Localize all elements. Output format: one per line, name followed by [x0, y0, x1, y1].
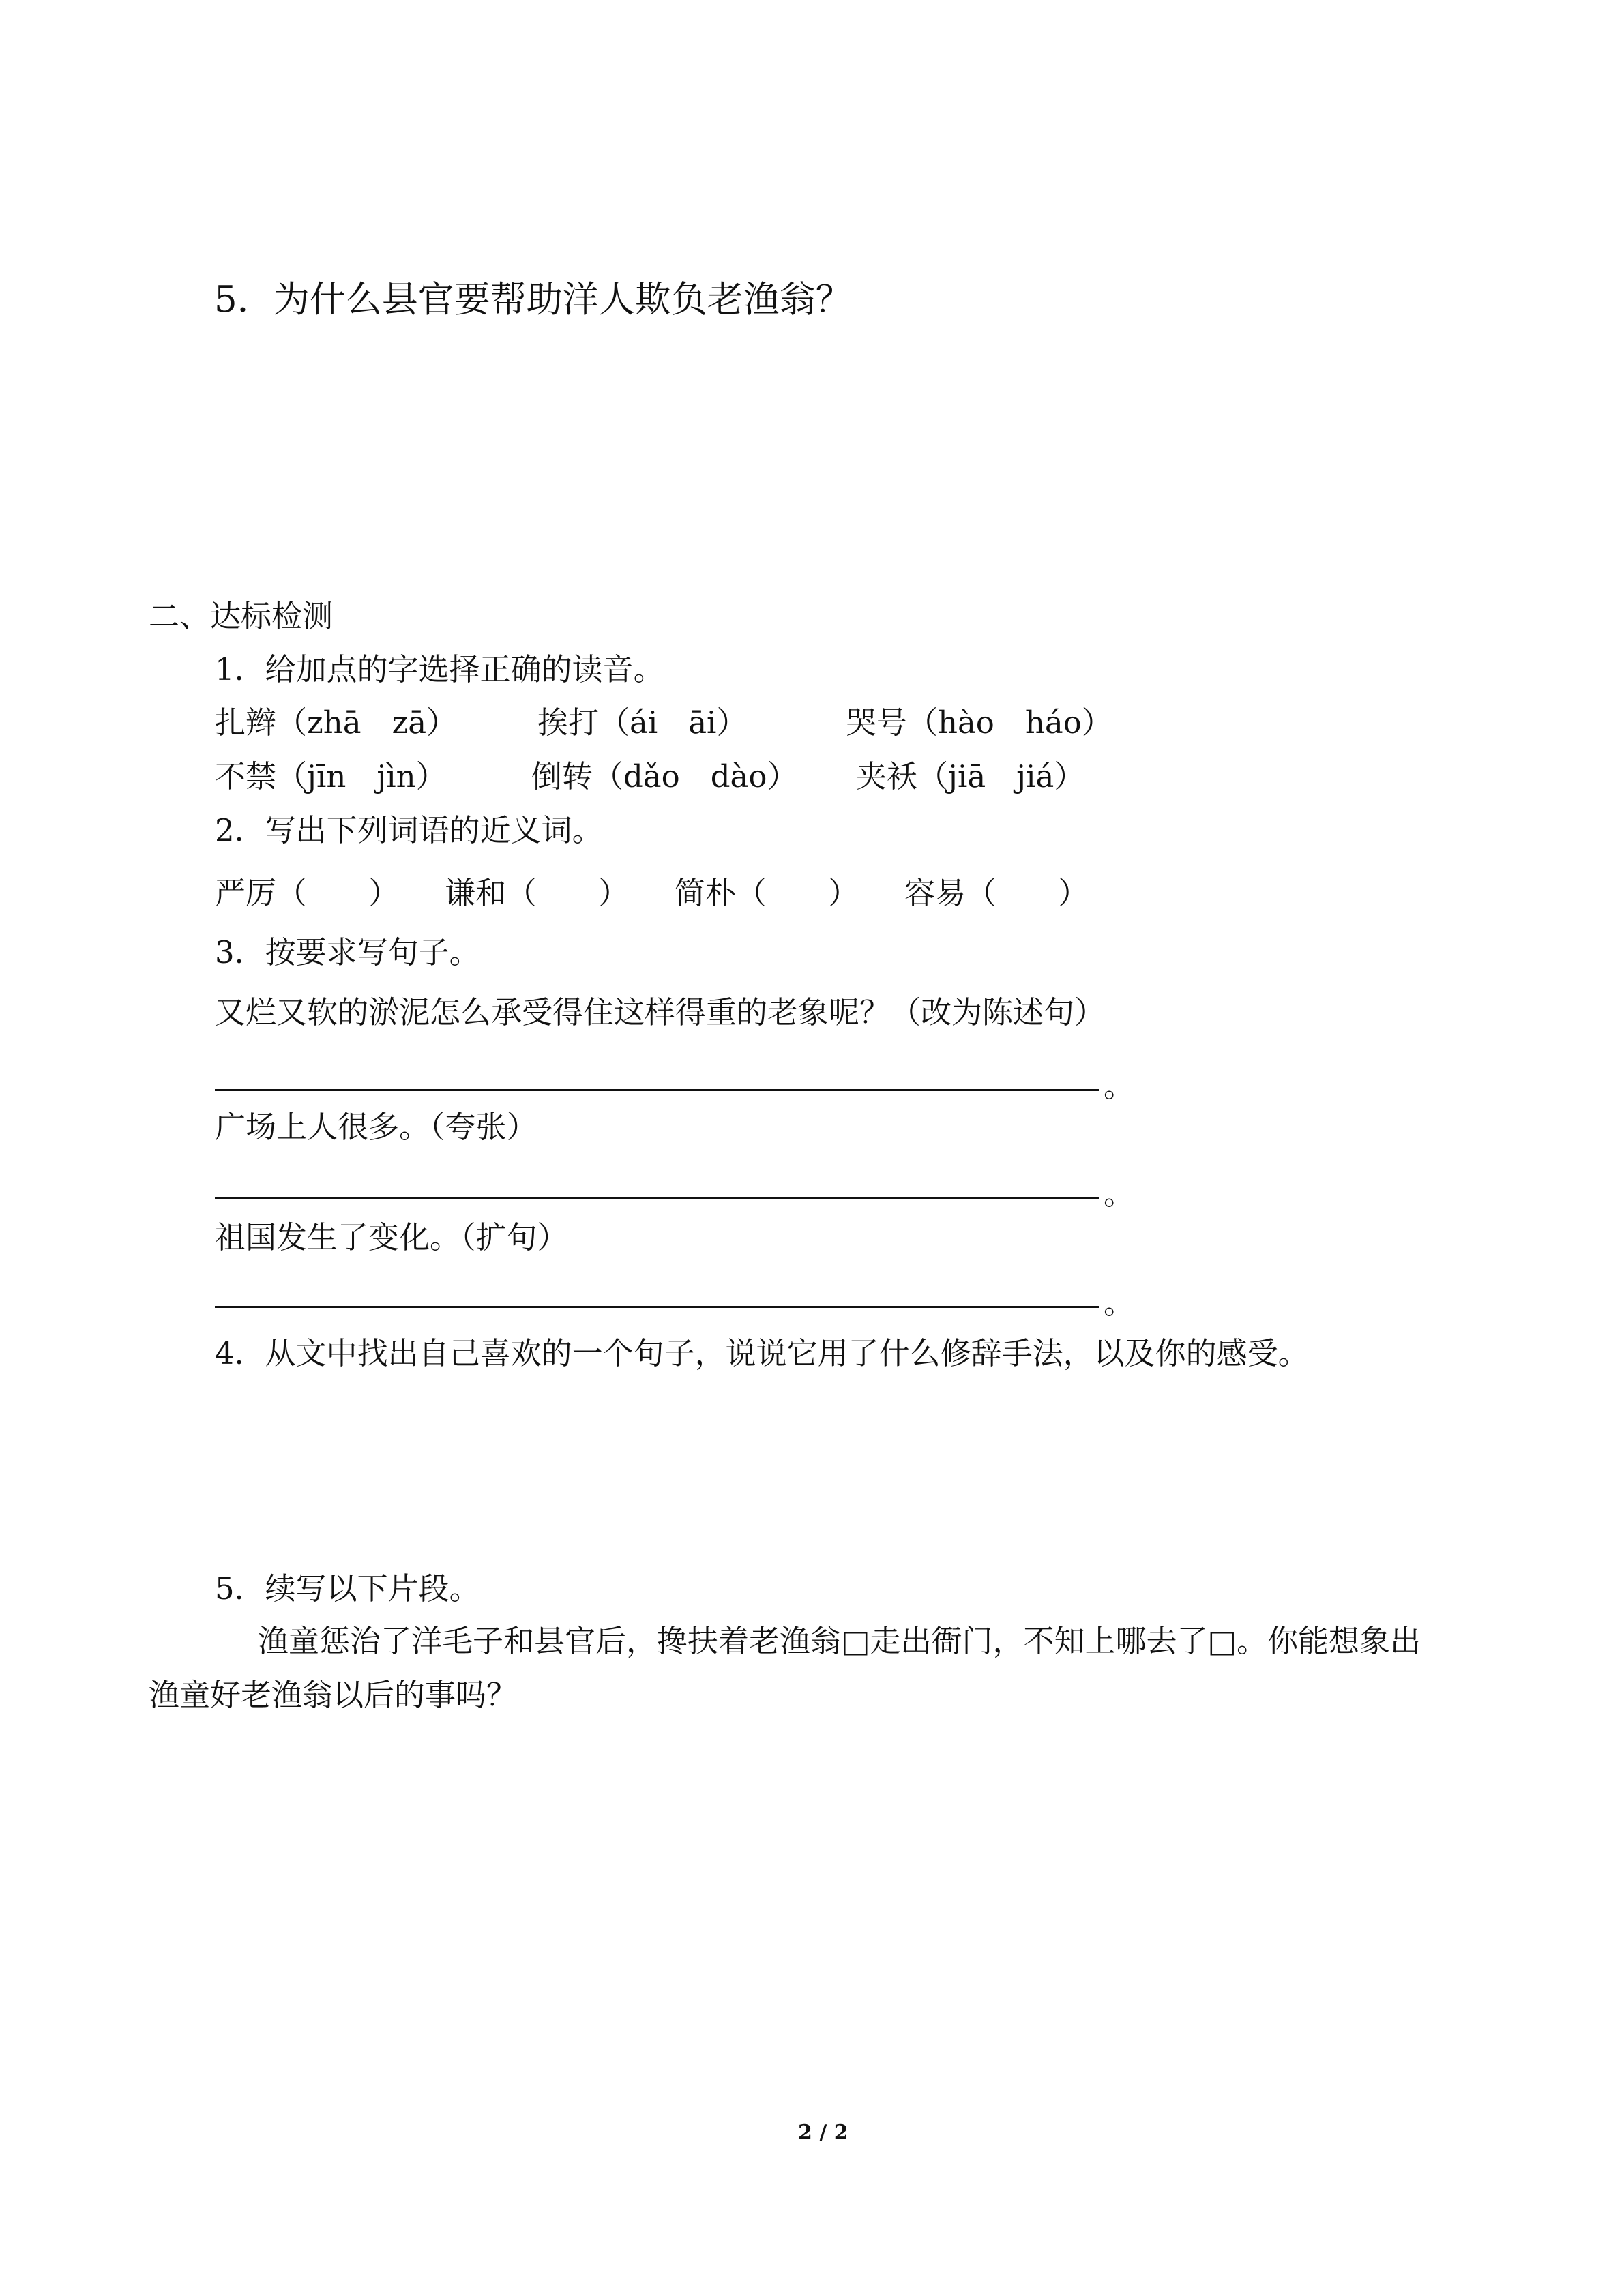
question-5-prompt: 5．续写以下片段。	[215, 1570, 480, 1607]
period: 。	[1104, 1285, 1135, 1321]
period: 。	[1104, 1068, 1135, 1104]
synonym-item: 容易（ ）	[904, 875, 1089, 911]
answer-line[interactable]	[215, 1089, 1099, 1091]
section-heading: 二、达标检测	[149, 598, 334, 634]
question-1-prompt: 1．给加点的字选择正确的读音。	[215, 651, 664, 687]
sentence-2: 广场上人很多。（夸张）	[215, 1109, 537, 1145]
synonym-item: 简朴（ ）	[675, 875, 859, 911]
answer-line[interactable]	[215, 1197, 1099, 1199]
question-4-prompt: 4．从文中找出自己喜欢的一个句子，说说它用了什么修辞手法，以及你的感受。	[215, 1335, 1309, 1371]
pinyin-item: 哭号（hào háo）	[846, 704, 1112, 741]
pinyin-item: 扎辫（zhā zā）	[215, 704, 458, 741]
answer-line[interactable]	[215, 1306, 1099, 1308]
question-5-passage-line2: 渔童好老渔翁以后的事吗？	[149, 1677, 518, 1713]
pinyin-item: 不禁（jīn jìn）	[215, 758, 447, 794]
question-3-prompt: 3．按要求写句子。	[215, 934, 480, 970]
question-5-part1: 5．为什么县官要帮助洋人欺负老渔翁？	[214, 279, 852, 320]
pinyin-item: 挨打（ái āi）	[537, 704, 748, 741]
page-number: 2 / 2	[798, 2121, 848, 2145]
period: 。	[1104, 1176, 1135, 1212]
question-5-passage-line1: 渔童惩治了洋毛子和县官后，搀扶着老渔翁□走出衙门，不知上哪去了□。你能想象出	[258, 1623, 1421, 1659]
pinyin-item: 夹袄（jiā jiá）	[856, 758, 1085, 794]
pinyin-item: 倒转（dǎo dào）	[531, 758, 798, 794]
question-2-prompt: 2．写出下列词语的近义词。	[215, 812, 603, 848]
synonym-item: 谦和（ ）	[445, 875, 630, 911]
sentence-3: 祖国发生了变化。（扩句）	[215, 1219, 568, 1255]
synonym-item: 严厉（ ）	[215, 875, 400, 911]
sentence-1: 又烂又软的淤泥怎么承受得住这样得重的老象呢？（改为陈述句）	[215, 994, 1106, 1030]
